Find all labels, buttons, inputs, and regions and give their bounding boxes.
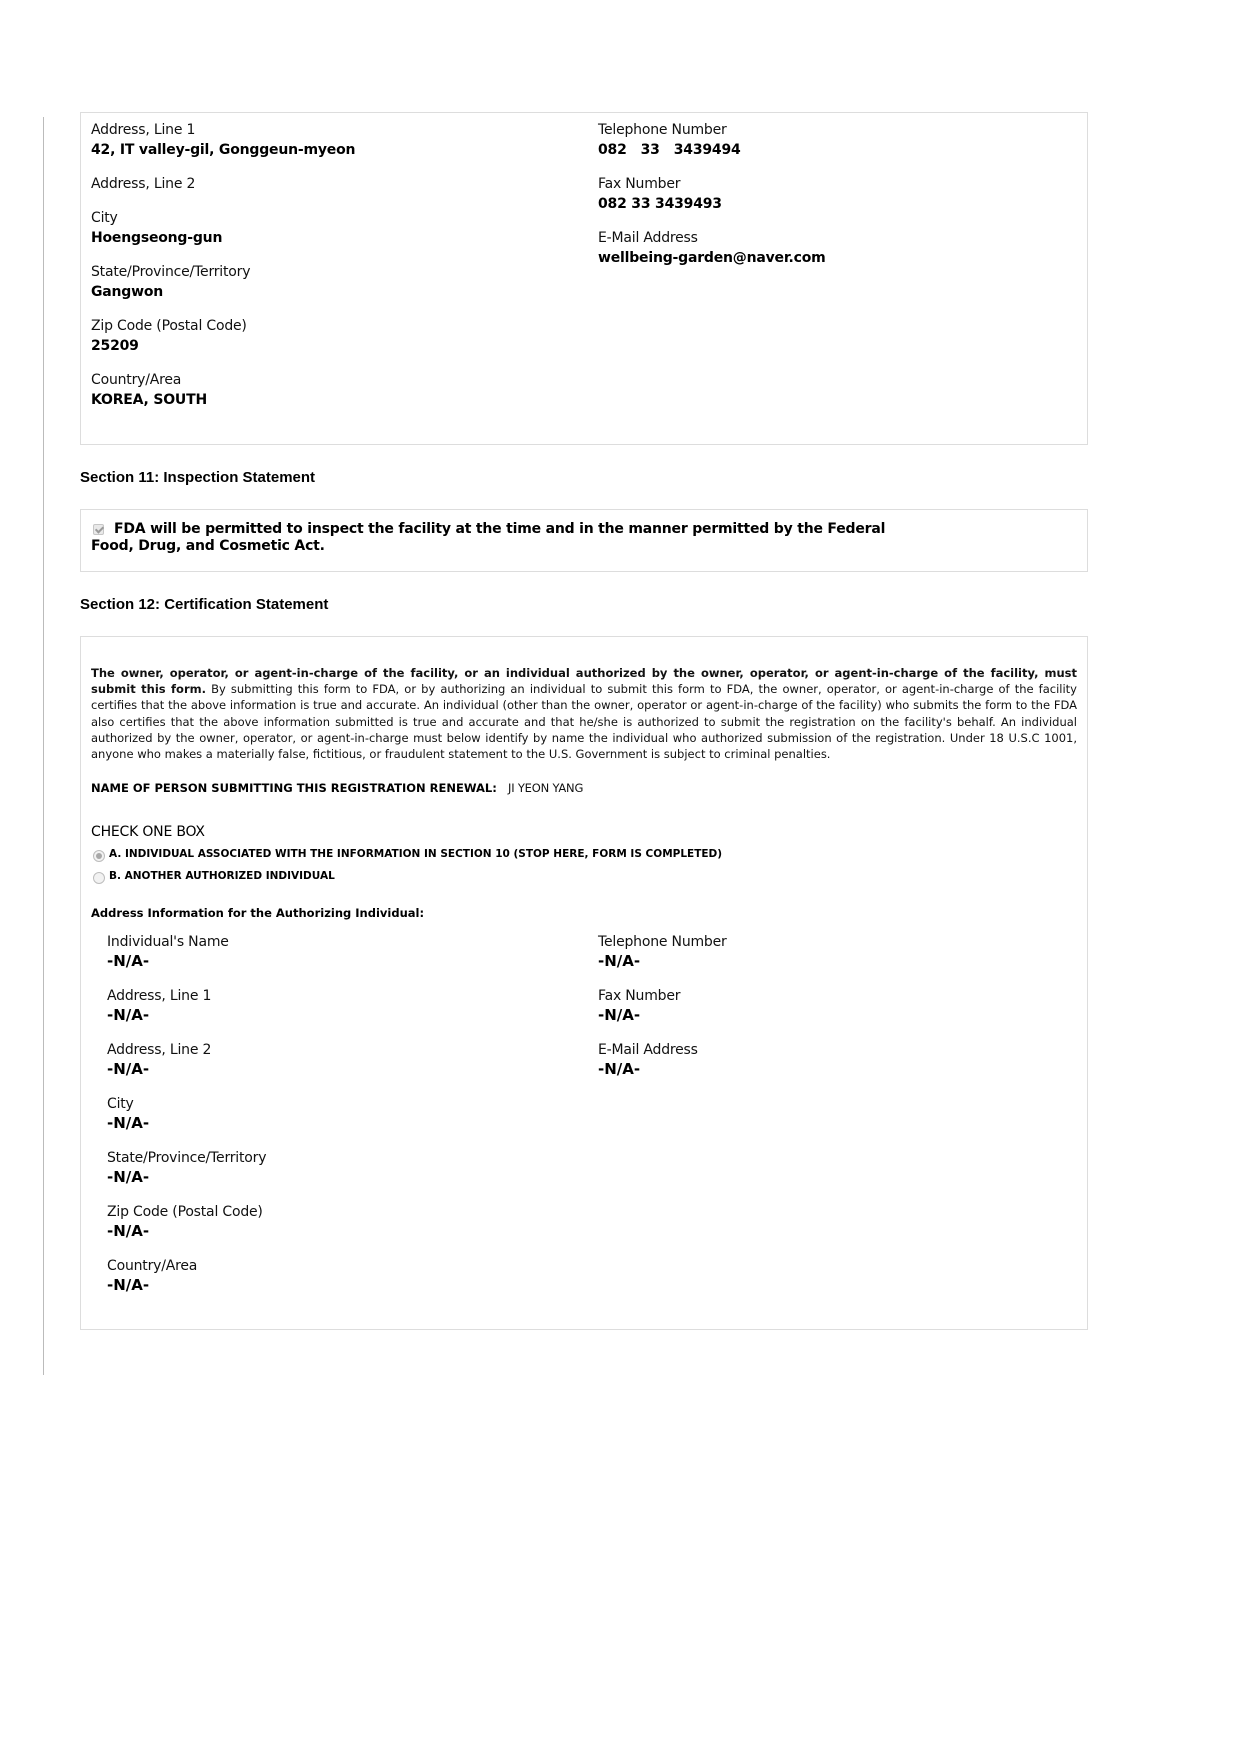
auth-telephone-value: -N/A-	[598, 952, 641, 970]
email-value: wellbeing-garden@naver.com	[598, 250, 826, 266]
city-label: City	[91, 210, 118, 226]
auth-name-label: Individual's Name	[107, 934, 229, 950]
auth-address1-value: -N/A-	[107, 1006, 150, 1024]
auth-telephone-label: Telephone Number	[598, 934, 727, 950]
auth-email-label: E-Mail Address	[598, 1042, 698, 1058]
option-b-label: B. ANOTHER AUTHORIZED INDIVIDUAL	[109, 870, 335, 882]
section-12-title: Section 12: Certification Statement	[80, 596, 329, 613]
authorizing-address-heading: Address Information for the Authorizing Individual:	[91, 906, 425, 920]
country-value: KOREA, SOUTH	[91, 392, 207, 408]
certification-body: By submitting this form to FDA, or by authorizing an individual to submit this form to FDA, the owner, operator, or agent-in-charge of the facility certifies that the above information is true and accurate. An individual (other than the owner, operator or agent-in-charge of the facility) who submits the form to the FDA also certifies that the above information submitted is true and accurate and that he/she is authorized to submit the registration on the facility's behalf. An individual authorized by the owner, operator, or agent-in-charge must below identify by name the individual who authorized submission of the registration. Under 18 U.S.C 1001, anyone who makes a materially false, fictitious, or fraudulent statement to the U.S. Government is subject to criminal penalties.	[91, 682, 1077, 762]
zip-label: Zip Code (Postal Code)	[91, 318, 247, 334]
fax-label: Fax Number	[598, 176, 681, 192]
option-a-radio[interactable]	[93, 850, 105, 862]
zip-value: 25209	[91, 338, 139, 354]
state-label: State/Province/Territory	[91, 264, 251, 280]
address-line1-label: Address, Line 1	[91, 122, 196, 138]
auth-city-value: -N/A-	[107, 1114, 150, 1132]
submitter-name: JI YEON YANG	[508, 781, 584, 795]
auth-address2-value: -N/A-	[107, 1060, 150, 1078]
state-value: Gangwon	[91, 284, 164, 300]
auth-state-label: State/Province/Territory	[107, 1150, 267, 1166]
inspection-statement-line1: FDA will be permitted to inspect the facility at the time and in the manner permitted by the Federal	[114, 521, 886, 537]
country-label: Country/Area	[91, 372, 182, 388]
auth-fax-label: Fax Number	[598, 988, 681, 1004]
check-one-box-heading: CHECK ONE BOX	[91, 824, 205, 840]
inspection-checkbox[interactable]	[93, 524, 104, 535]
telephone-value: 082 33 3439494	[598, 142, 741, 158]
telephone-label: Telephone Number	[598, 122, 727, 138]
auth-country-label: Country/Area	[107, 1258, 198, 1274]
address-line1-value: 42, IT valley-gil, Gonggeun-myeon	[91, 142, 356, 158]
auth-name-value: -N/A-	[107, 952, 150, 970]
left-margin-rule	[43, 117, 44, 1375]
auth-state-value: -N/A-	[107, 1168, 150, 1186]
auth-country-value: -N/A-	[107, 1276, 150, 1294]
auth-fax-value: -N/A-	[598, 1006, 641, 1024]
email-label: E-Mail Address	[598, 230, 698, 246]
auth-address2-label: Address, Line 2	[107, 1042, 212, 1058]
fax-value: 082 33 3439493	[598, 196, 722, 212]
option-a-label: A. INDIVIDUAL ASSOCIATED WITH THE INFORMATION IN SECTION 10 (STOP HERE, FORM IS COMPLETED)	[109, 848, 723, 860]
auth-city-label: City	[107, 1096, 134, 1112]
city-value: Hoengseong-gun	[91, 230, 223, 246]
auth-email-value: -N/A-	[598, 1060, 641, 1078]
auth-address1-label: Address, Line 1	[107, 988, 212, 1004]
submitter-label: NAME OF PERSON SUBMITTING THIS REGISTRATION RENEWAL:	[91, 781, 497, 795]
option-b-radio[interactable]	[93, 872, 105, 884]
address-line2-label: Address, Line 2	[91, 176, 196, 192]
certification-text	[91, 665, 1077, 762]
auth-zip-value: -N/A-	[107, 1222, 150, 1240]
section-11-title: Section 11: Inspection Statement	[80, 469, 316, 486]
certification-bold-intro: The owner, operator, or agent-in-charge of the facility, or an individual authorized by the owner, operator, or agent-in-charge of the facility, must submit this form.	[91, 666, 1077, 697]
auth-zip-label: Zip Code (Postal Code)	[107, 1204, 263, 1220]
inspection-statement-line2: Food, Drug, and Cosmetic Act.	[91, 538, 325, 554]
